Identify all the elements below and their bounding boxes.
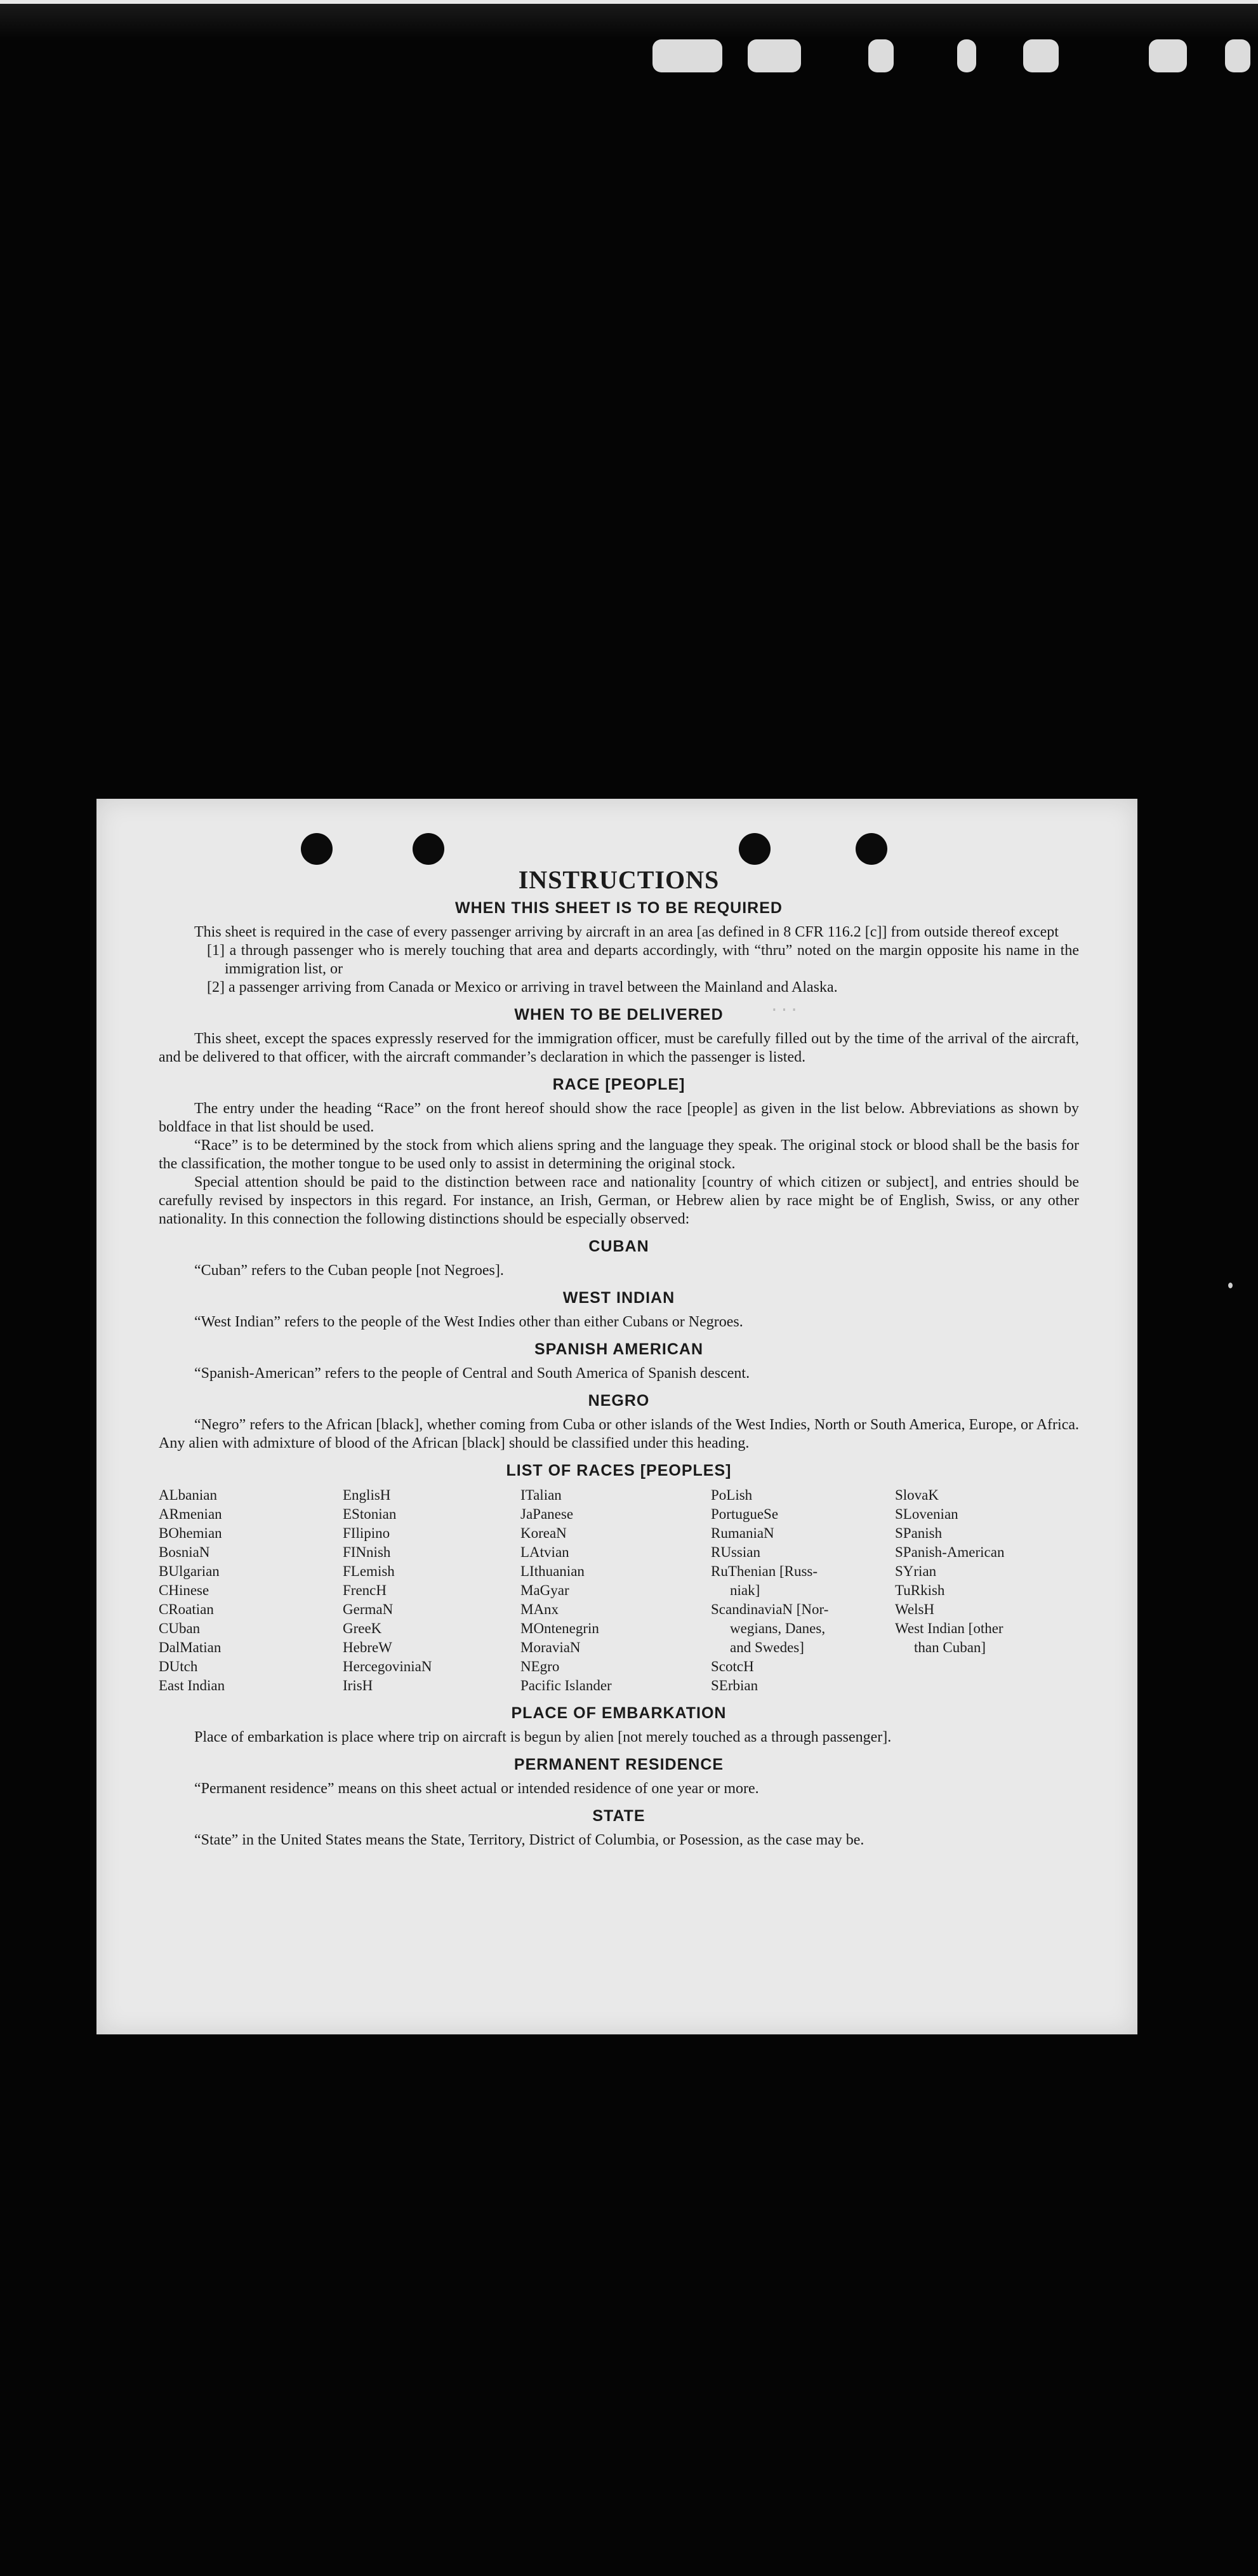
instructions-content (159, 865, 1079, 1850)
race-entry: WelsH (895, 1601, 935, 1617)
film-edge-mark (652, 39, 722, 72)
race-entry: TuRkish (895, 1582, 945, 1598)
race-entry: ScandinaviaN [Nor- (711, 1601, 829, 1617)
race-entry: ScotcH (711, 1658, 754, 1674)
punch-hole (739, 833, 771, 865)
heading-negro: NEGRO (588, 1392, 650, 1410)
race-entry: LIthuanian (520, 1563, 585, 1579)
race-entry: ALbanian (159, 1487, 217, 1503)
race-column (159, 1486, 343, 1695)
race-entry: SPanish (895, 1525, 943, 1541)
race-paragraph-2: “Race” is to be determined by the stock from which aliens spring and the language they speak. The original stock or blood shall be the basis for the classification, the mother tongue to be used only to assist in determining the original stock. (159, 1137, 1079, 1172)
race-entry: BUlgarian (159, 1563, 220, 1579)
race-entry: MoraviaN (520, 1639, 581, 1655)
race-entry: PoLish (711, 1487, 753, 1503)
race-entry: MAnx (520, 1601, 559, 1617)
punch-hole (413, 833, 444, 865)
cuban-text: “Cuban” refers to the Cuban people [not Negroes]. (194, 1262, 504, 1279)
race-entry: EnglisH (343, 1487, 391, 1503)
race-entry: ITalian (520, 1487, 562, 1503)
race-entry: MOntenegrin (520, 1620, 599, 1636)
instruction-sheet (96, 799, 1137, 2034)
race-entry: wegians, Danes, (730, 1620, 826, 1636)
exception-item-1: [1] a through passenger who is merely touching that area and departs accordingly, with “thru” noted on the margin opposite his name in the immigration list, or (207, 942, 1079, 977)
heading-permanent-residence: PERMANENT RESIDENCE (513, 1756, 724, 1773)
race-entry: CUban (159, 1620, 201, 1636)
race-entry: JaPanese (520, 1506, 574, 1522)
heading-cuban: CUBAN (588, 1238, 649, 1255)
film-edge-mark (1225, 39, 1250, 72)
heading-spanish-american: SPANISH AMERICAN (534, 1340, 703, 1358)
race-entry: HercegoviniaN (343, 1658, 432, 1674)
film-edge-mark (1149, 39, 1187, 72)
punch-hole (856, 833, 887, 865)
heading-embarkation: PLACE OF EMBARKATION (511, 1704, 727, 1722)
race-entry: SPanish-American (895, 1544, 1005, 1560)
punch-hole (301, 833, 333, 865)
spanish-american-text: “Spanish-American” refers to the people of Central and South America of Spanish descent. (194, 1365, 750, 1382)
document-title: INSTRUCTIONS (518, 865, 720, 894)
race-entry: ARmenian (159, 1506, 222, 1522)
race-entry: FINnish (343, 1544, 391, 1560)
heading-list-of-races: LIST OF RACES [PEOPLES] (506, 1462, 732, 1479)
race-entry: RumaniaN (711, 1525, 774, 1541)
race-column (343, 1486, 520, 1695)
race-entry: DalMatian (159, 1639, 222, 1655)
when-required-text: This sheet is required in the case of every passenger arriving by aircraft in an area [as defined in 8 CFR 116.2 [c]] from outside thereof except (194, 924, 1059, 940)
film-edge-mark (868, 39, 894, 72)
race-entry: EStonian (343, 1506, 397, 1522)
race-entry: SErbian (711, 1678, 758, 1693)
race-entry: HebreW (343, 1639, 392, 1655)
race-column (895, 1486, 1079, 1695)
residence-text: “Permanent residence” means on this sheet actual or intended residence of one year or more. (194, 1780, 759, 1797)
race-entry: FrencH (343, 1582, 387, 1598)
race-entry: GreeK (343, 1620, 382, 1636)
film-edge-mark (748, 39, 801, 72)
west-indian-text: “West Indian” refers to the people of the West Indies other than either Cubans or Negroes. (194, 1314, 743, 1330)
state-text: “State” in the United States means the State, Territory, District of Columbia, or Posession, as the case may be. (194, 1832, 864, 1848)
race-paragraph-3: Special attention should be paid to the distinction between race and nationality [country of which citizen or subject], and entries should be carefully revised by inspectors in this regard. For instance, an Irish, German, or Hebrew alien by race might be of English, Swiss, or any other nationality. In this connection the following distinctions should be especially observed: (159, 1174, 1079, 1227)
race-column (520, 1486, 711, 1695)
race-entry: CRoatian (159, 1601, 214, 1617)
race-entry: LAtvian (520, 1544, 569, 1560)
race-entry: SlovaK (895, 1487, 939, 1503)
race-entry: MaGyar (520, 1582, 569, 1598)
heading-state: STATE (592, 1807, 646, 1825)
race-entry: Pacific Islander (520, 1678, 612, 1693)
race-entry: East Indian (159, 1678, 225, 1693)
exception-item-2: [2] a passenger arriving from Canada or Mexico or arriving in travel between the Mainland and Alaska. (207, 979, 838, 996)
race-entry: DUtch (159, 1658, 198, 1674)
race-entry: and Swedes] (730, 1639, 804, 1655)
race-list (159, 1486, 1079, 1695)
bleed-through-text: ... (769, 997, 799, 1016)
race-entry: NEgro (520, 1658, 560, 1674)
embarkation-text: Place of embarkation is place where trip on aircraft is begun by alien [not merely touched as a through passenger]. (194, 1729, 892, 1745)
when-delivered-text: This sheet, except the spaces expressly reserved for the immigration officer, must be carefully filled out by the time of the arrival of the aircraft, and be delivered to that officer, with the aircraft commander’s declaration in which the passenger is listed. (159, 1031, 1079, 1065)
film-edge-mark (957, 39, 976, 72)
negro-text: “Negro” refers to the African [black], whether coming from Cuba or other islands of the West Indies, North or South America, Europe, or Africa. Any alien with admixture of blood of the African [black] should be classified under this heading. (159, 1417, 1079, 1452)
race-entry: BOhemian (159, 1525, 222, 1541)
heading-race: RACE [PEOPLE] (552, 1076, 685, 1093)
race-entry: RuThenian [Russ- (711, 1563, 818, 1579)
race-entry: PortugueSe (711, 1506, 779, 1522)
race-entry: SYrian (895, 1563, 937, 1579)
race-entry: FLemish (343, 1563, 395, 1579)
race-paragraph-1: The entry under the heading “Race” on the front hereof should show the race [people] as given in the list below. Abbreviations as shown by boldface in that list should be used. (159, 1100, 1079, 1135)
race-entry: than Cuban] (914, 1639, 986, 1655)
film-edge (0, 0, 1258, 37)
race-entry: niak] (730, 1582, 760, 1598)
heading-when-delivered: WHEN TO BE DELIVERED (514, 1006, 724, 1024)
race-entry: BosniaN (159, 1544, 210, 1560)
race-entry: GermaN (343, 1601, 394, 1617)
race-entry: IrisH (343, 1678, 373, 1693)
race-column (711, 1486, 895, 1695)
race-entry: West Indian [other (895, 1620, 1003, 1636)
race-entry: SLovenian (895, 1506, 958, 1522)
heading-when-required: WHEN THIS SHEET IS TO BE REQUIRED (455, 899, 783, 917)
film-speck (1228, 1283, 1233, 1288)
race-entry: KoreaN (520, 1525, 567, 1541)
race-entry: CHinese (159, 1582, 209, 1598)
race-entry: FIlipino (343, 1525, 390, 1541)
heading-west-indian: WEST INDIAN (562, 1289, 675, 1307)
race-entry: RUssian (711, 1544, 760, 1560)
film-edge-mark (1023, 39, 1059, 72)
